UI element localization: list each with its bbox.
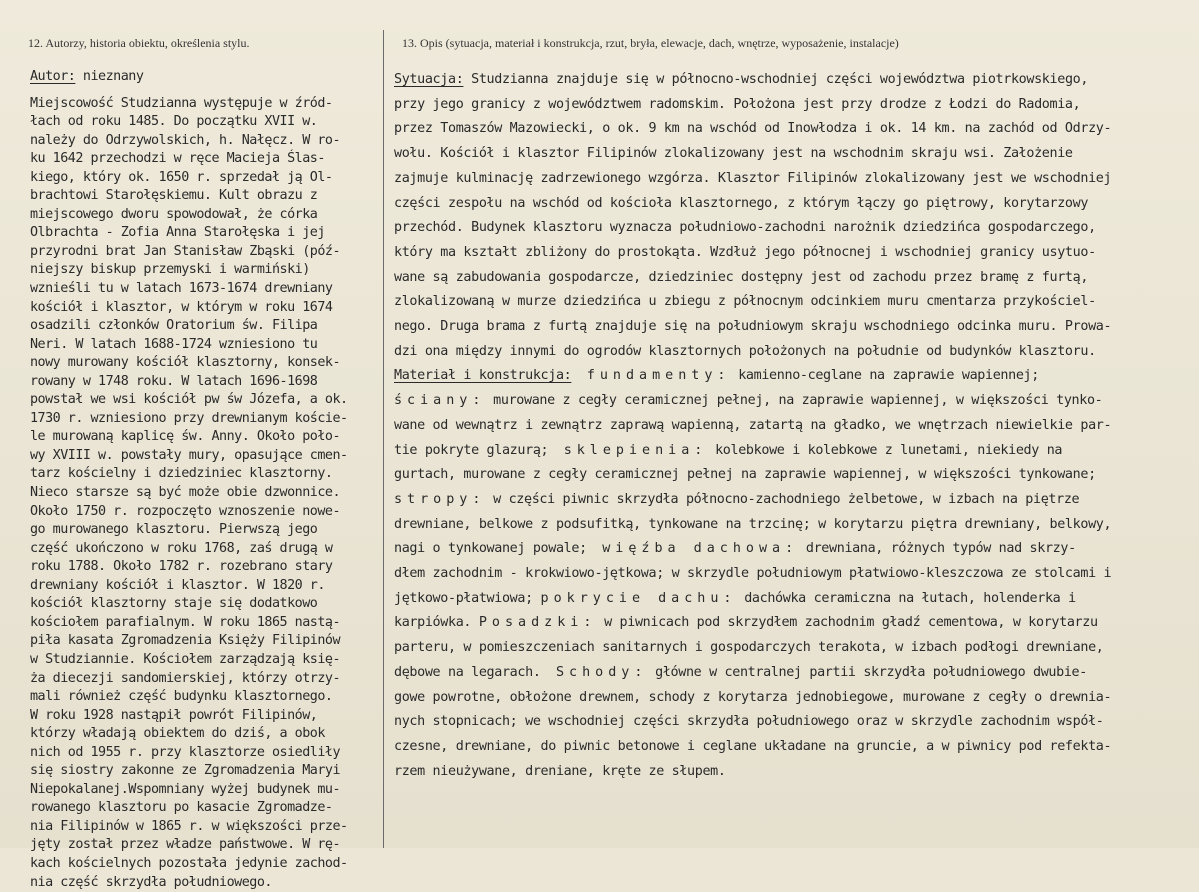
walls-line <box>394 389 1194 414</box>
history-line: 1730 r. wzniesiono przy drewnianym koście- <box>30 410 348 426</box>
history-text <box>30 95 375 892</box>
history-line: część ukończono w roku 1768, zaś drugą w <box>30 540 333 556</box>
history-line: rowanego klasztoru po kasacie Zgromadze- <box>30 800 333 816</box>
history-line: nia część skrzydła południowego. <box>30 874 272 890</box>
history-line: rowany w 1748 roku. W latach 1696-1698 <box>30 373 318 389</box>
history-line: wznieśli tu w latach 1673-1674 drewniany <box>30 281 333 297</box>
situation-line-text: wołu. Kościół i klasztor Filipinów zlokalizowany jest na wschodnim skraju wsi. Założenie <box>394 146 1073 162</box>
history-line: się siostry zakonne ze Zgromadzenia Maryi <box>30 763 341 779</box>
vaults-text: kolebkowe i kolebkowe z lunetami, niekiedy na <box>707 442 1063 458</box>
history-line: ża diecezji sandomierskiej, którzy otrzy- <box>30 670 341 686</box>
situation-line-text: zlokalizowaną w murze dziedzińca u zbiegu z północnym odcinkiem muru cmentarza przykościel- <box>394 294 1096 310</box>
section-13-header: 13. Opis (sytuacja, materiał i konstrukcja, rzut, bryła, elewacje, dach, wnętrze, wyposażenie, instalacje) <box>402 36 899 50</box>
situation-line <box>394 68 1194 93</box>
history-line: kościół klasztorny staje się dodatkowo <box>30 596 318 612</box>
history-line: nia Filipinów w 1865 r. w większości prze- <box>30 818 348 834</box>
roof-truss-line <box>394 537 1194 562</box>
author-line <box>30 68 375 87</box>
floors-line <box>394 611 1194 636</box>
material-label: Materiał i konstrukcja: <box>394 368 572 384</box>
history-line: W roku 1928 nastąpił powrót Filipinów, <box>30 707 318 723</box>
vaults-term: sklepienia: <box>563 442 708 458</box>
roofing-text: dachówka ceramiczna na łutach, holenderka i <box>736 590 1076 606</box>
text-line: gurtach, murowane z cegły ceramicznej pełnej na zaprawie wapiennej, w większości tynkowane; <box>394 467 1096 483</box>
roof-truss-pre: nagi o tynkowanej powale; <box>394 541 587 557</box>
floors-text: w piwnicach pod skrzydłem zachodnim gładź cementowa, w korytarzu <box>596 615 1098 631</box>
ceilings-term: stropy: <box>394 491 486 507</box>
history-line: mali również część budynku klasztornego. <box>30 689 333 705</box>
history-line: nowy murowany kościół klasztorny, konsek- <box>30 355 341 371</box>
history-line: niejszy biskup przemyski i warmiński) <box>30 262 310 278</box>
situation-line-text: wane są zabudowania gospodarcze, dziedziniec dostępny jest od zachodu przez bramę z furtą, <box>394 269 1089 285</box>
situation-line-text: zajmuje kulminację zadrzewionego wzgórza. Klasztor Filipinów zlokalizowany jest we wschodniej <box>394 170 1112 186</box>
situation-label: Sytuacja: <box>394 72 464 87</box>
ceilings-text: w części piwnic skrzydła północno-zachodniego żelbetowe, w izbach na piętrze <box>485 491 1080 507</box>
history-line: go murowanego klasztoru. Pierwszą jego <box>30 522 318 538</box>
vaults-line <box>394 439 1194 464</box>
ceilings-line <box>394 488 1194 513</box>
roofing-pre: jętkowo-płatwiowa; <box>394 590 533 606</box>
roofing-term: pokrycie dachu: <box>540 590 737 606</box>
stairs-line <box>394 661 1194 686</box>
situation-text: Studzianna znajduje się w północno-wschodniej części województwa piotrkowskiego, <box>463 72 1089 87</box>
situation-line-text: przez Tomaszów Mazowiecki, o ok. 9 km na wschód od Inowłodza i ok. 14 km. na zachód od Odrzy- <box>394 121 1112 137</box>
situation-text-block <box>394 93 1194 365</box>
text-line: nych stopnicach; we wschodniej części skrzydła południowego oraz w skrzydle zachodnim współ- <box>394 714 1104 730</box>
section-12-header: 12. Autorzy, historia obiektu, określenia stylu. <box>28 36 250 50</box>
history-line: osadzili członków Oratorium św. Filipa <box>30 318 318 334</box>
history-line: miejscowego dworu spowodował, że córka <box>30 206 318 222</box>
foundations-term: fundamenty: <box>586 368 731 384</box>
situation-line-text: przy jego granicy z województwem radomskim. Położona jest przy drodze z Łodzi do Radomia, <box>394 96 1081 112</box>
history-line: którzy władają obiektem do dziś, a obok <box>30 726 325 742</box>
situation-line-text: który ma kształt zbliżony do prostokąta. Wzdłuż jego północnej i wschodniej granicy usytuo- <box>394 244 1096 260</box>
situation-line-text: dzi ona między innymi do ogrodów klasztornych położonych na południe od budynków klasztoru. <box>394 343 1096 359</box>
floors-term: Posadzki: <box>478 615 597 631</box>
history-line: w Studziannie. Kościołem zarządzają księ- <box>30 651 341 667</box>
history-line: ku 1642 przechodzi w ręce Macieja Ślas- <box>30 151 325 167</box>
history-line: jęty został przez władze państwowe. W rę- <box>30 837 341 853</box>
history-line: brachtowi Starołęskiemu. Kult obrazu z <box>30 188 318 204</box>
column-divider <box>383 30 384 848</box>
text-line: rzem nieużywane, dreniane, kręte ze słupem. <box>394 763 726 779</box>
roof-truss-text: drewniana, różnych typów nad skrzy- <box>798 541 1076 557</box>
text-line: parteru, w pomieszczeniach sanitarnych i gospodarczych terakota, w izbach podłogi drewniane, <box>394 640 1104 656</box>
text-line: wane od wewnątrz i zewnątrz zaprawą wapienną, zatartą na gładko, we wnętrzach niewielkie par- <box>394 417 1112 433</box>
history-line: Olbrachta - Zofia Anna Starołęska i jej <box>30 225 325 241</box>
material-line <box>394 364 1194 389</box>
history-line: Niepokalanej.Wspomniany wyżej budynek mu- <box>30 781 341 797</box>
history-line: le murowaną kaplicę św. Anny. Około poło- <box>30 429 341 445</box>
history-line: przyrodni brat Jan Stanisław Zbąski (póź- <box>30 243 341 259</box>
foundations-text: kamienno-ceglane na zaprawie wapiennej; <box>730 368 1039 384</box>
roof-truss-term: więźba dachowa: <box>602 541 799 557</box>
history-line: nich od 1955 r. przy klasztorze osiedliły <box>30 744 341 760</box>
situation-line-text: przechód. Budynek klasztoru wyznacza południowo-zachodni narożnik dziedzińca gospodarczego, <box>394 220 1096 236</box>
walls-text: murowane z cegły ceramicznej pełnej, na zaprawie wapiennej, w większości tynko- <box>485 393 1103 409</box>
text-line: dłem zachodnim - krokwiowo-jętkowa; w skrzydle południowym płatwiowo-kleszczowa ze stolcami i <box>394 566 1112 582</box>
floors-pre: karpiówka. <box>394 615 472 631</box>
history-line: Miejscowość Studzianna występuje w źród- <box>30 95 333 111</box>
history-line: Około 1750 r. rozpoczęto wznoszenie nowe- <box>30 503 341 519</box>
history-line: kościołem parafialnym. W roku 1865 nastą- <box>30 614 341 630</box>
history-line: drewniany kościół i klasztor. W 1820 r. <box>30 577 325 593</box>
history-line: Neri. W latach 1688-1724 wzniesiono tu <box>30 336 318 352</box>
history-line: Nieco starsze są być może obie dzwonnice. <box>30 485 341 501</box>
stairs-text: główne w centralnej partii skrzydła południowego dwubie- <box>647 664 1087 680</box>
history-line: kościół i klasztor, w którym w roku 1674 <box>30 299 333 315</box>
text-line: gowe powrotne, obłożone drewnem, schody z korytarza jednobiegowe, murowane z cegły o drewnia- <box>394 689 1112 705</box>
history-line: tarz kościelny i dziedziniec klasztorny. <box>30 466 333 482</box>
author-value: nieznany <box>75 69 144 84</box>
history-column <box>30 68 375 892</box>
history-line: powstał we wsi kościół pw św Józefa, a ok. <box>30 392 348 408</box>
history-line: piła kasata Zgromadzenia Księży Filipinów <box>30 633 341 649</box>
history-line: łach od roku 1485. Do początku XVII w. <box>30 114 318 130</box>
history-line: roku 1788. Około 1782 r. rozebrano stary <box>30 559 333 575</box>
stairs-term: Schody: <box>555 664 648 680</box>
history-line: kiego, który ok. 1650 r. sprzedał ją Ol- <box>30 169 333 185</box>
text-line: czesne, drewniane, do piwnic betonowe i ceglane układane na gruncie, a w piwnicy pod refekta- <box>394 738 1112 754</box>
description-column <box>394 68 1194 784</box>
history-line: należy do Odrzywolskich, h. Nałęcz. W ro- <box>30 132 341 148</box>
history-line: kach kościelnych pozostała jedynie zachod- <box>30 855 348 871</box>
walls-term: ściany: <box>394 393 486 409</box>
situation-line-text: nego. Druga brama z furtą znajduje się na południowym skraju wschodniego odcinka muru. Prowa- <box>394 319 1112 335</box>
history-line: wy XVIII w. powstały mury, opasujące cmen- <box>30 447 348 463</box>
text-line: drewniane, belkowe z podsufitką, tynkowane na trzcinę; w korytarzu piętra drewniany, belkowy, <box>394 516 1112 532</box>
situation-line-text: części zespołu na wschód od kościoła klasztornego, z którym łączy go piętrowy, korytarzowy <box>394 195 1089 211</box>
vaults-pre: tie pokryte glazurą; <box>394 442 549 458</box>
author-label: Autor: <box>30 69 76 84</box>
roofing-line <box>394 587 1194 612</box>
stairs-pre: dębowe na legarach. <box>394 664 541 680</box>
